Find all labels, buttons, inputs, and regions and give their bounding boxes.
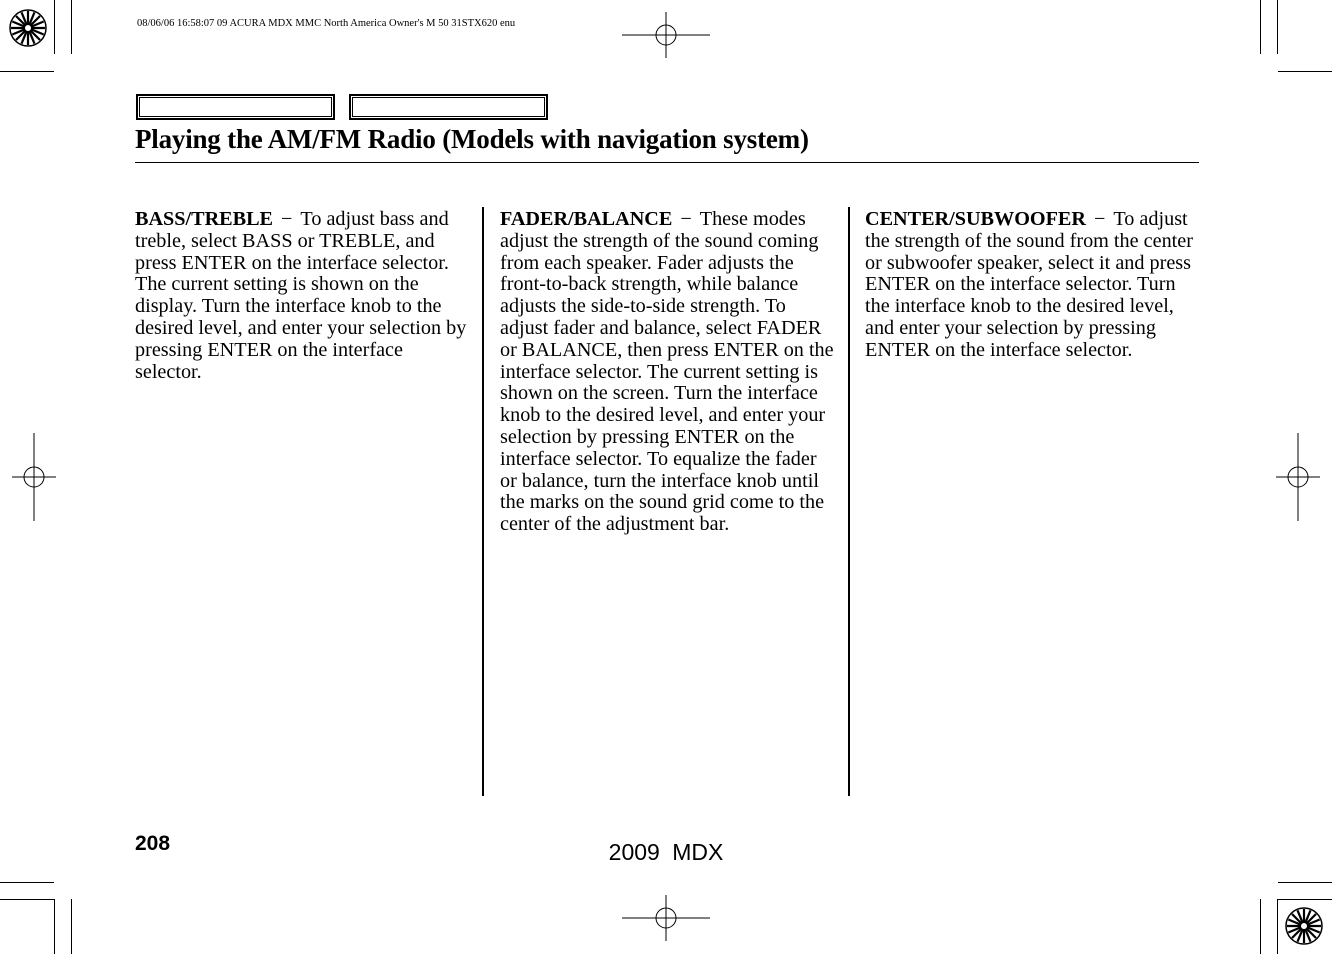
print-metadata: 08/06/06 16:58:07 09 ACURA MDX MMC North America Owner's M 50 31STX620 enu [137, 18, 516, 29]
column-divider [848, 207, 850, 796]
em-dash: − [680, 208, 692, 230]
header-tab-box [349, 94, 548, 120]
header-tab-box [136, 94, 335, 120]
column-divider [482, 207, 484, 796]
crosshair-icon [622, 895, 710, 941]
footer-model-label: 2009 MDX [608, 839, 724, 865]
column-fader-balance [500, 209, 836, 536]
term-heading: CENTER/SUBWOOFER [865, 208, 1086, 230]
crosshair-icon [1276, 433, 1320, 521]
title-rule [135, 162, 1199, 163]
column-body-text: These modes adjust the strength of the sound coming from each speaker. Fader adjusts the front-to-back strength, while balance adjusts the side-to-side strength. To adjust fader and balance, select FADER or BALANCE, then press ENTER on the interface selector. The current setting is shown on the screen. Turn the interface knob to the desired level, and enter your selection by pressing ENTER on the interface selector. To equalize the fader or balance, turn the interface knob until the marks on the sound grid come to the center of the adjustment bar. [500, 208, 834, 536]
registration-sunburst-icon [8, 8, 48, 48]
term-heading: FADER/BALANCE [500, 208, 673, 230]
column-body-text: To adjust bass and treble, select BASS or TREBLE, and press ENTER on the interface selector. The current setting is shown on the display. Turn the interface knob to the desired level, and enter your selection by pressing ENTER on the interface selector. [135, 208, 467, 383]
em-dash: − [1093, 208, 1106, 230]
em-dash: − [281, 208, 293, 230]
crosshair-icon [12, 433, 56, 521]
crosshair-icon [622, 12, 710, 58]
page-title: Playing the AM/FM Radio (Models with navigation system) [135, 124, 809, 154]
column-body-text: To adjust the strength of the sound from the center or subwoofer speaker, select it and press ENTER on the interface selector. Turn the interface knob to the desired level, and enter your selection by pressing ENTER on the interface selector. [865, 208, 1193, 361]
column-center-subwoofer [865, 209, 1201, 362]
term-heading: BASS/TREBLE [135, 208, 274, 230]
page-number: 208 [135, 832, 171, 855]
registration-sunburst-icon [1284, 906, 1324, 946]
column-bass-treble [135, 209, 469, 383]
